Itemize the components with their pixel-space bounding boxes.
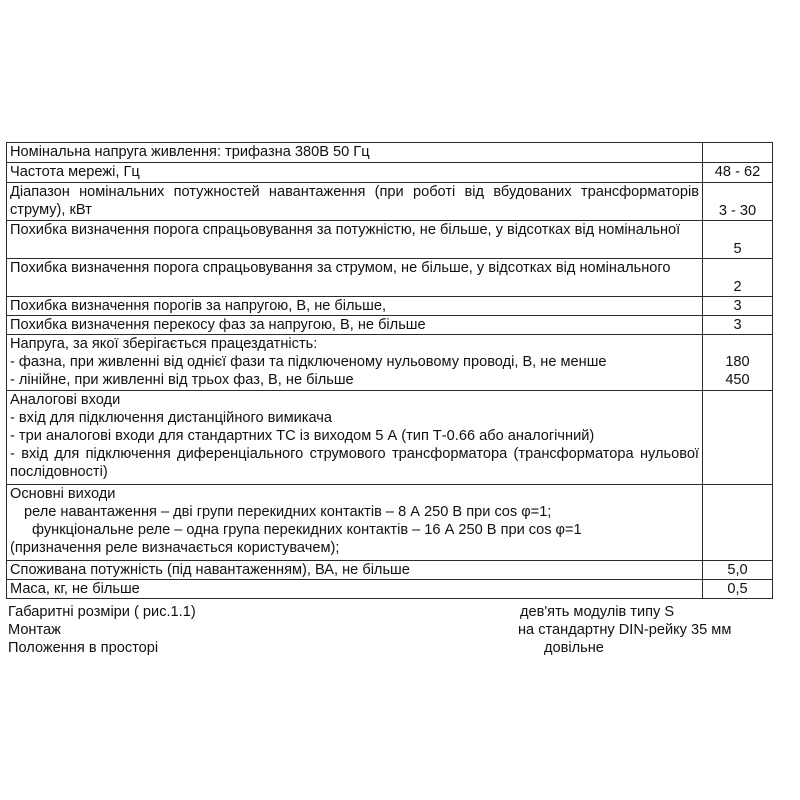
param-value — [703, 391, 773, 485]
param-label: Споживана потужність (під навантаженням), ВА, не більше — [7, 561, 703, 580]
table-row — [7, 259, 773, 297]
spec-table — [6, 142, 773, 599]
param-label: Маса, кг, не більше — [7, 580, 703, 599]
param-line: (призначення реле визначається користувачем); — [10, 540, 340, 556]
param-label: Номінальна напруга живлення: трифазна 380В 50 Гц — [7, 143, 703, 163]
section-heading: Аналогові входи — [10, 392, 121, 408]
table-row — [7, 391, 773, 485]
param-label: Монтаж — [8, 622, 61, 638]
table-row — [7, 316, 773, 335]
param-line: - вхід для підключення дистанційного вимикача — [10, 410, 332, 426]
param-value: на стандартну DIN-рейку 35 мм — [518, 622, 732, 638]
table-row — [7, 221, 773, 259]
table-row — [7, 561, 773, 580]
list-item — [8, 639, 778, 657]
table-row — [7, 163, 773, 183]
param-label: Похибка визначення порога спрацьовування за потужністю, не більше, у відсотках від номінальної — [7, 221, 703, 259]
table-row — [7, 297, 773, 316]
param-value: 3 — [703, 316, 773, 335]
param-value: 3 - 30 — [703, 183, 773, 221]
param-label — [7, 485, 703, 561]
param-label: Похибка визначення порогів за напругою, В, не більше, — [7, 297, 703, 316]
param-line: - три аналогові входи для стандартних ТС із виходом 5 А (тип Т-0.66 або аналогічний) — [10, 428, 595, 444]
table-row — [7, 183, 773, 221]
param-line: - фазна, при живленні від однієї фази та підключеному нульовому проводі, В, не менше — [10, 354, 607, 370]
param-line: реле навантаження – дві групи перекидних контактів – 8 А 250 В при cos φ=1; — [24, 504, 552, 520]
param-label: Положення в просторі — [8, 640, 159, 656]
param-line: - вхід для підключення диференціального струмового трансформатора (трансформатора нульової послідовності) — [10, 446, 699, 480]
section-heading: Основні виходи — [10, 486, 116, 502]
table-row — [7, 485, 773, 561]
param-value: 5,0 — [703, 561, 773, 580]
param-line: - лінійне, при живленні від трьох фаз, В, не більше — [10, 372, 354, 388]
list-item — [8, 621, 778, 639]
param-label: Діапазон номінальних потужностей навантаження (при роботі від вбудованих трансформаторів струму), кВт — [7, 183, 703, 221]
param-value: 5 — [703, 221, 773, 259]
param-label — [7, 335, 703, 391]
param-value: 0,5 — [703, 580, 773, 599]
table-row — [7, 580, 773, 599]
param-label: Похибка визначення перекосу фаз за напругою, В, не більше — [7, 316, 703, 335]
extra-specs — [8, 603, 778, 657]
section-heading: Напруга, за якої зберігається працездатність: — [10, 336, 318, 352]
param-line: функціональне реле – одна група перекидних контактів – 16 А 250 В при cos φ=1 — [32, 522, 582, 538]
table-row — [7, 335, 773, 391]
param-value — [703, 143, 773, 163]
param-label: Габаритні розміри ( рис.1.1) — [8, 604, 196, 620]
table-row — [7, 143, 773, 163]
param-value — [703, 485, 773, 561]
param-value: 48 - 62 — [703, 163, 773, 183]
param-value — [703, 335, 773, 391]
param-value: дев'ять модулів типу S — [520, 604, 675, 620]
param-label — [7, 391, 703, 485]
param-label: Похибка визначення порога спрацьовування за струмом, не більше, у відсотках від номінального — [7, 259, 703, 297]
param-value-line: 180 — [725, 354, 750, 370]
param-value: довільне — [544, 640, 604, 656]
param-value: 2 — [703, 259, 773, 297]
param-label: Частота мережі, Гц — [7, 163, 703, 183]
param-value-line: 450 — [725, 372, 750, 388]
param-value: 3 — [703, 297, 773, 316]
list-item — [8, 603, 778, 621]
